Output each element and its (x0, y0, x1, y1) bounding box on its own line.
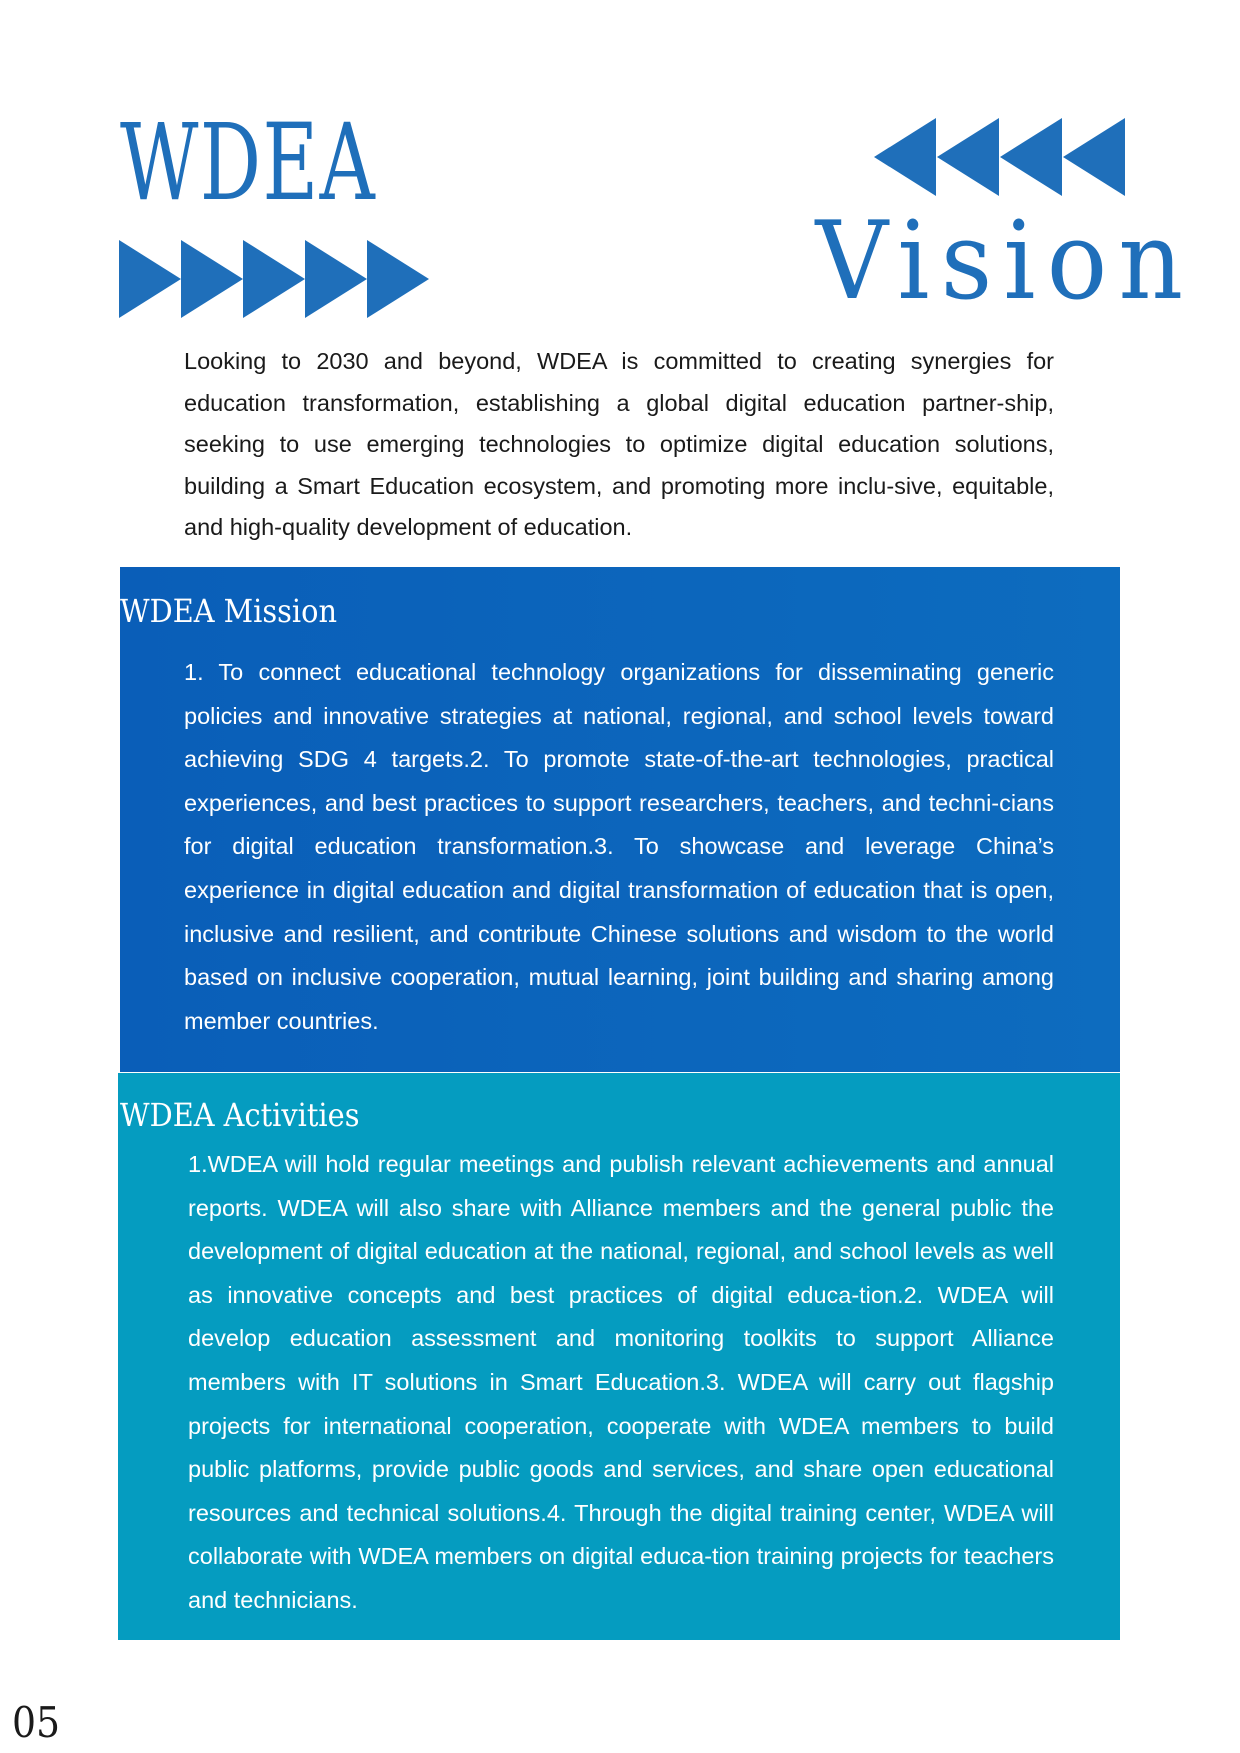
page-number: 05 (12, 1698, 61, 1747)
vision-paragraph: Looking to 2030 and beyond, WDEA is committed to creating synergies for education transformation, establishing a global digital education partner-ship, seeking to use emerging technologies to optimize digital education solutions, building a Smart Education ecosystem, and promoting more inclu-sive, equitable, and high-quality development of education. (184, 348, 1054, 541)
title-vision: Vision (815, 199, 1194, 324)
activities-section (118, 1073, 1120, 1640)
triangle-right-icon (305, 240, 367, 318)
triangle-left-icon (1000, 118, 1062, 196)
triangle-right-icon (181, 240, 243, 318)
activities-paragraph: 1.WDEA will hold regular meetings and publish relevant achievements and annual reports. WDEA will also share with Alliance members and the general public the development of digital education at the national, regional, and school levels as well as innovative concepts and best practices of digital educa-tion.2. WDEA will develop education assessment and monitoring toolkits to support Alliance members with IT solutions in Smart Education.3. WDEA will carry out flagship projects for international cooperation, cooperate with WDEA members to build public platforms, provide public goods and services, and share open educational resources and technical solutions.4. Through the digital training center, WDEA will collaborate with WDEA members on digital educa-tion training projects for teachers and technicians. (188, 1151, 1054, 1613)
triangle-right-icon (119, 240, 181, 318)
mission-title: WDEA Mission (120, 592, 338, 630)
triangle-left-icon (937, 118, 999, 196)
arrows-right-decoration (119, 240, 431, 318)
arrows-left-decoration (874, 118, 1126, 196)
triangle-right-icon (243, 240, 305, 318)
triangle-left-icon (1063, 118, 1125, 196)
title-wdea: WDEA (120, 101, 377, 224)
triangle-right-icon (367, 240, 429, 318)
mission-paragraph: 1. To connect educational technology organizations for disseminating generic policies and innovative strategies at national, regional, and school levels toward achieving SDG 4 targets.2. To promote state-of-the-art technologies, practical experiences, and best practices to support researchers, teachers, and techni-cians for digital education transformation.3. To showcase and leverage China’s experience in digital education and digital transformation of education that is open, inclusive and resilient, and contribute Chinese solutions and wisdom to the world based on inclusive cooperation, mutual learning, joint building and sharing among member countries. (184, 659, 1054, 1034)
mission-section (120, 567, 1120, 1072)
activities-title: WDEA Activities (120, 1096, 360, 1134)
triangle-left-icon (874, 118, 936, 196)
